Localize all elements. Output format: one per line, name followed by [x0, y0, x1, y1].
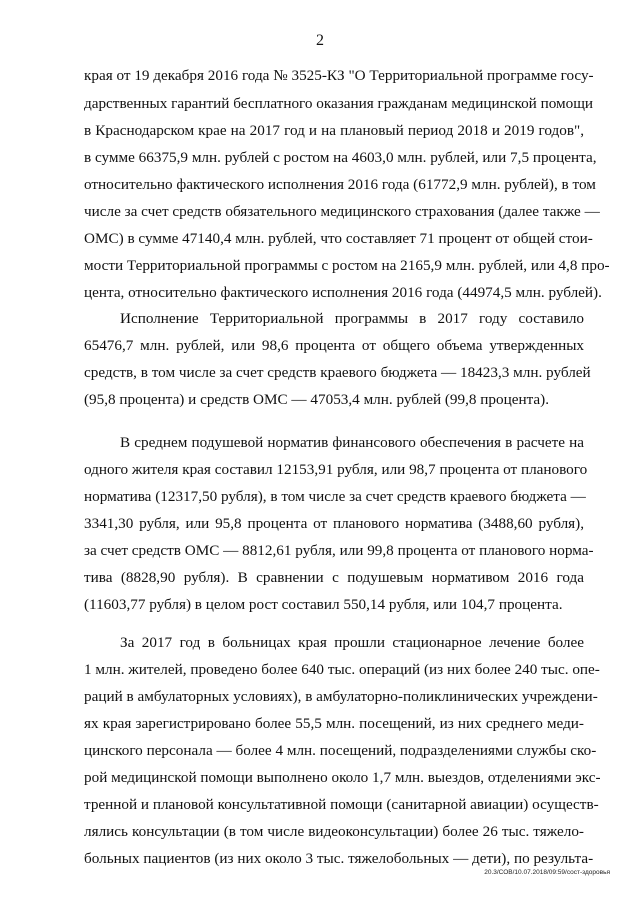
text-line: больных пациентов (из них около 3 тыс. тяжелобольных — дети), по результа- — [84, 850, 594, 867]
paragraph-first-line: За 2017 год в больницах края прошли стационарное лечение более — [120, 634, 584, 651]
text-line: тренной и плановой консультативной помощи (санитарной авиации) осуществ- — [84, 796, 599, 813]
text-line: цинского персонала — более 4 млн. посещений, подразделениями службы ско- — [84, 742, 597, 759]
text-line: рой медицинской помощи выполнено около 1,7 млн. выездов, отделениями экс- — [84, 769, 601, 786]
text-line: норматива (12317,50 рубля), в том числе за счет средств краевого бюджета — — [84, 488, 586, 505]
text-line: края от 19 декабря 2016 года № 3525-КЗ "О Территориальной программе госу- — [84, 67, 594, 84]
text-line: цента, относительно фактического исполнения 2016 года (44974,5 млн. рублей). — [84, 284, 602, 301]
text-line: лялись консультации (в том числе видеоконсультации) более 26 тыс. тяжело- — [84, 823, 584, 840]
text-line: мости Территориальной программы с ростом на 2165,9 млн. рублей, или 4,8 про- — [84, 257, 610, 274]
paragraph-first-line: Исполнение Территориальной программы в 2017 году составило — [120, 310, 584, 327]
text-line: ОМС) в сумме 47140,4 млн. рублей, что составляет 71 процент от общей стои- — [84, 230, 593, 247]
text-line: (95,8 процента) и средств ОМС — 47053,4 млн. рублей (99,8 процента). — [84, 391, 550, 408]
text-line: в сумме 66375,9 млн. рублей с ростом на 4603,0 млн. рублей, или 7,5 процента, — [84, 149, 597, 166]
text-line: в Краснодарском крае на 2017 год и на плановый период 2018 и 2019 годов", — [84, 122, 584, 139]
text-line: относительно фактического исполнения 2016 года (61772,9 млн. рублей), в том — [84, 176, 596, 193]
text-line: одного жителя края составил 12153,91 рубля, или 98,7 процента от планового — [84, 461, 588, 478]
text-line: за счет средств ОМС — 8812,61 рубля, или 99,8 процента от планового норма- — [84, 542, 594, 559]
paragraph-first-line: В среднем подушевой норматив финансового обеспечения в расчете на — [120, 434, 584, 451]
text-line: 1 млн. жителей, проведено более 640 тыс. операций (из них более 240 тыс. опе- — [84, 661, 600, 678]
document-footer-code: 20.3/СОВ/10.07.2018/09:59/сост-здоровья — [484, 869, 610, 876]
text-line: тива (8828,90 рубля). В сравнении с подушевым нормативом 2016 года — [84, 569, 584, 586]
text-line: (11603,77 рубля) в целом рост составил 550,14 рубля, или 104,7 процента. — [84, 596, 563, 613]
text-line: 3341,30 рубля, или 95,8 процента от планового норматива (3488,60 рубля), — [84, 515, 584, 532]
text-line: средств, в том числе за счет средств краевого бюджета — 18423,3 млн. рублей — [84, 364, 591, 381]
text-line: дарственных гарантий бесплатного оказания гражданам медицинской помощи — [84, 95, 594, 112]
page-number: 2 — [316, 32, 324, 49]
text-line: ях края зарегистрировано более 55,5 млн. посещений, из них среднего меди- — [84, 715, 584, 732]
text-line: 65476,7 млн. рублей, или 98,6 процента от общего объема утвержденных — [84, 337, 584, 354]
text-line: раций в амбулаторных условиях), в амбулаторно-поликлинических учреждени- — [84, 688, 598, 705]
text-line: числе за счет средств обязательного медицинского страхования (далее также — — [84, 203, 600, 220]
